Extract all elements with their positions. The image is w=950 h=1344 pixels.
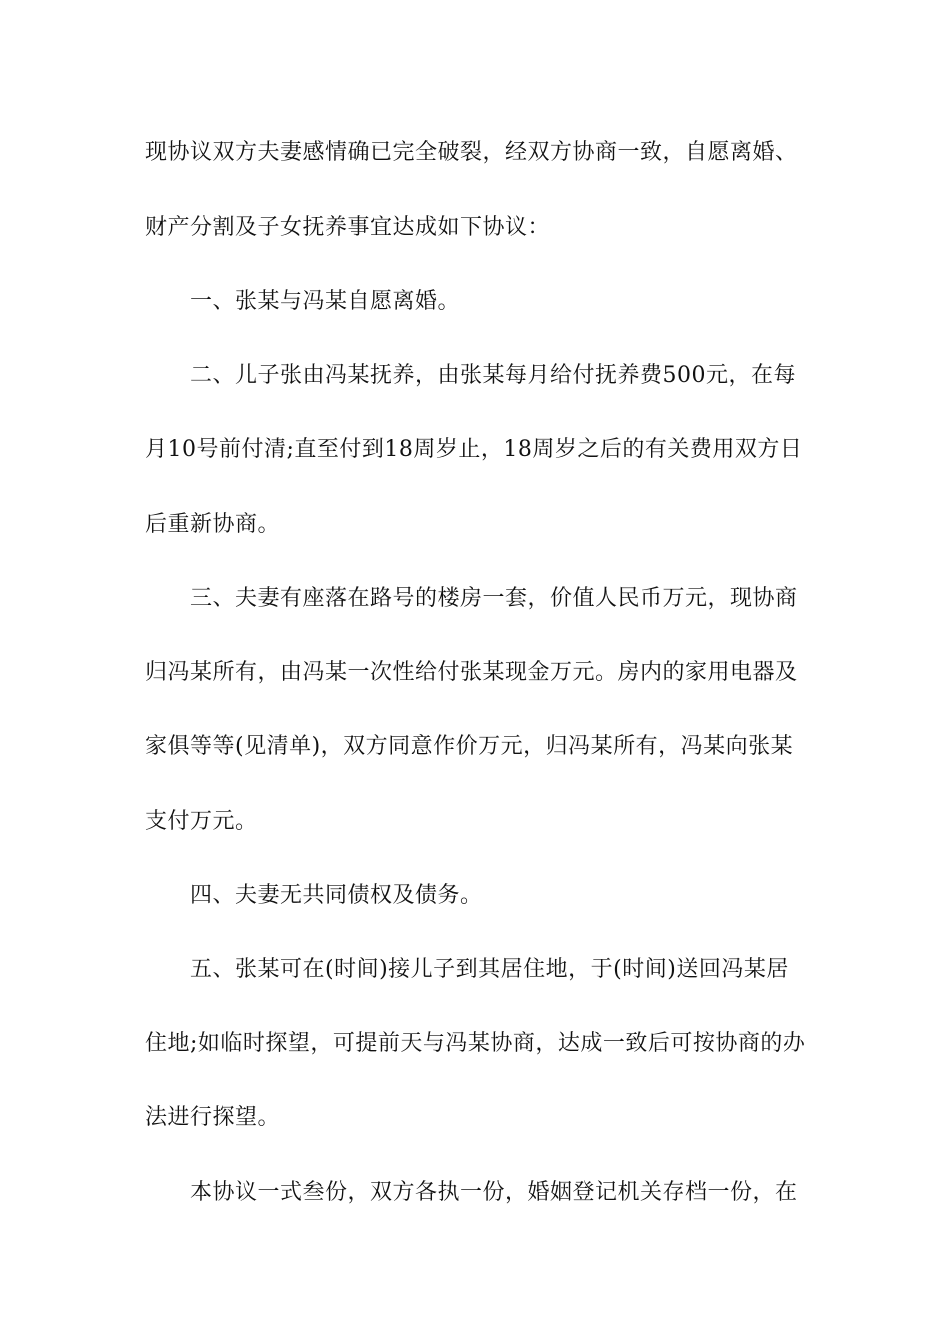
clause-3: 三、夫妻有座落在路号的楼房一套，价值人民币万元，现协商: [190, 586, 798, 611]
clause-4: 四、夫妻无共同债权及债务。: [190, 883, 483, 908]
clause-2: 二、儿子张由冯某抚养，由张某每月给付抚养费500元，在每: [190, 363, 796, 388]
text-line: 住地;如临时探望，可提前天与冯某协商，达成一致后可按协商的办: [145, 1031, 806, 1056]
clause-5: 五、张某可在(时间)接儿子到其居住地，于(时间)送回冯某居: [190, 957, 789, 982]
closing-paragraph: 本协议一式叁份，双方各执一份，婚姻登记机关存档一份，在: [190, 1180, 798, 1205]
text-line: 家俱等等(见清单)，双方同意作价万元，归冯某所有，冯某向张某: [145, 734, 794, 759]
text-line: 月10号前付清;直至付到18周岁止，18周岁之后的有关费用双方日: [145, 437, 803, 462]
text-line: 归冯某所有，由冯某一次性给付张某现金万元。房内的家用电器及: [145, 660, 798, 685]
clause-1: 一、张某与冯某自愿离婚。: [190, 289, 461, 314]
text-line: 现协议双方夫妻感情确已完全破裂，经双方协商一致，自愿离婚、: [145, 140, 798, 165]
text-line: 后重新协商。: [145, 512, 281, 537]
text-line: 法进行探望。: [145, 1105, 281, 1130]
text-line: 支付万元。: [145, 809, 258, 834]
text-line: 财产分割及子女抚养事宜达成如下协议：: [145, 215, 551, 240]
